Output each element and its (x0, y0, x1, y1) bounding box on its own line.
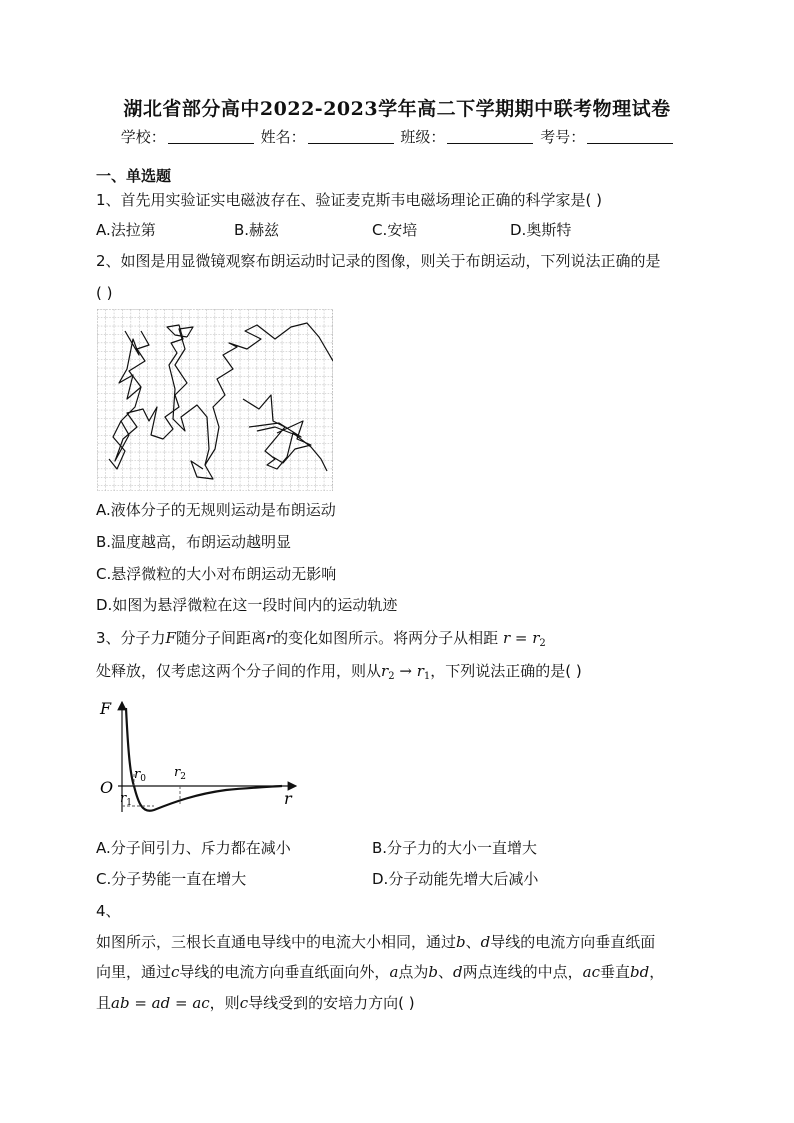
force-curve (126, 708, 282, 811)
q2-stem: 2、如图是用显微镜观察布朗运动时记录的图像，则关于布朗运动，下列说法正确的是 (96, 252, 661, 270)
exam-title: 湖北省部分高中2022-2023学年高二下学期期中联考物理试卷 (123, 98, 671, 120)
q2-option-c[interactable]: C.悬浮微粒的大小对布朗运动无影响 (96, 565, 337, 583)
school-blank[interactable] (168, 129, 254, 144)
field-exam-number[interactable]: 考号： (540, 126, 673, 147)
field-school[interactable]: 学校： (121, 126, 254, 147)
field-name[interactable]: 姓名： (261, 126, 394, 147)
r0-label: $r_0$ (134, 767, 146, 784)
student-info-fields (0, 126, 794, 147)
molecular-force-graph (96, 694, 306, 814)
r-label: r (284, 789, 292, 808)
q2-option-a[interactable]: A.液体分子的无规则运动是布朗运动 (96, 501, 336, 519)
q3-stem-line1: 3、分子力F随分子间距离r的变化如图所示。将两分子从相距 $r = r_2$ (96, 629, 546, 649)
r1-label: $r_1$ (120, 791, 132, 808)
q3-stem-line2: 处释放，仅考虑这两个分子间的作用，则从$r_2 \to r_1$，下列说法正确的是( ) (96, 662, 582, 682)
q2-stem-paren: ( ) (96, 284, 113, 302)
q4-stem-line2: 向里，通过c导线的电流方向垂直纸面向外，a点为b、d两点连线的中点，ac垂直bd， (96, 963, 665, 981)
q4-number: 4、 (96, 902, 121, 920)
var-F: F (165, 629, 176, 647)
q4-stem-line3: 且ab = ad = ac，则c导线受到的安培力方向( ) (96, 994, 415, 1012)
origin-label: O (100, 778, 114, 797)
eq-r-equals-r2: $r = r_2$ (502, 629, 546, 649)
class-blank[interactable] (447, 129, 533, 144)
q1-option-a[interactable]: A.法拉第 (96, 221, 156, 239)
f-label: F (100, 699, 112, 718)
q1-option-b[interactable]: B.赫兹 (234, 221, 280, 239)
q1-option-d[interactable]: D.奥斯特 (510, 221, 572, 239)
q3-option-a[interactable]: A.分子间引力、斥力都在减小 (96, 839, 291, 857)
exam-number-blank[interactable] (587, 129, 673, 144)
q1-stem: 1、首先用实验证实电磁波存在、验证麦克斯韦电磁场理论正确的科学家是( ) (96, 191, 603, 209)
q1-option-c[interactable]: C.安培 (372, 221, 418, 239)
q3-option-b[interactable]: B.分子力的大小一直增大 (372, 839, 538, 857)
q2-option-d[interactable]: D.如图为悬浮微粒在这一段时间内的运动轨迹 (96, 596, 398, 614)
q4-stem-line1: 如图所示，三根长直通电导线中的电流大小相同，通过b、d导线的电流方向垂直纸面 (96, 933, 656, 951)
q3-option-d[interactable]: D.分子动能先增大后减小 (372, 870, 539, 888)
section-heading: 一、单选题 (96, 167, 172, 185)
q3-option-c[interactable]: C.分子势能一直在增大 (96, 870, 247, 888)
brownian-motion-figure (97, 309, 333, 491)
r2-label: $r_2$ (174, 765, 186, 782)
q2-option-b[interactable]: B.温度越高，布朗运动越明显 (96, 533, 292, 551)
eq-ab-ad-ac: ab = ad = ac (111, 994, 210, 1012)
name-blank[interactable] (308, 129, 394, 144)
field-class[interactable]: 班级： (400, 126, 533, 147)
var-r: r (265, 629, 274, 647)
